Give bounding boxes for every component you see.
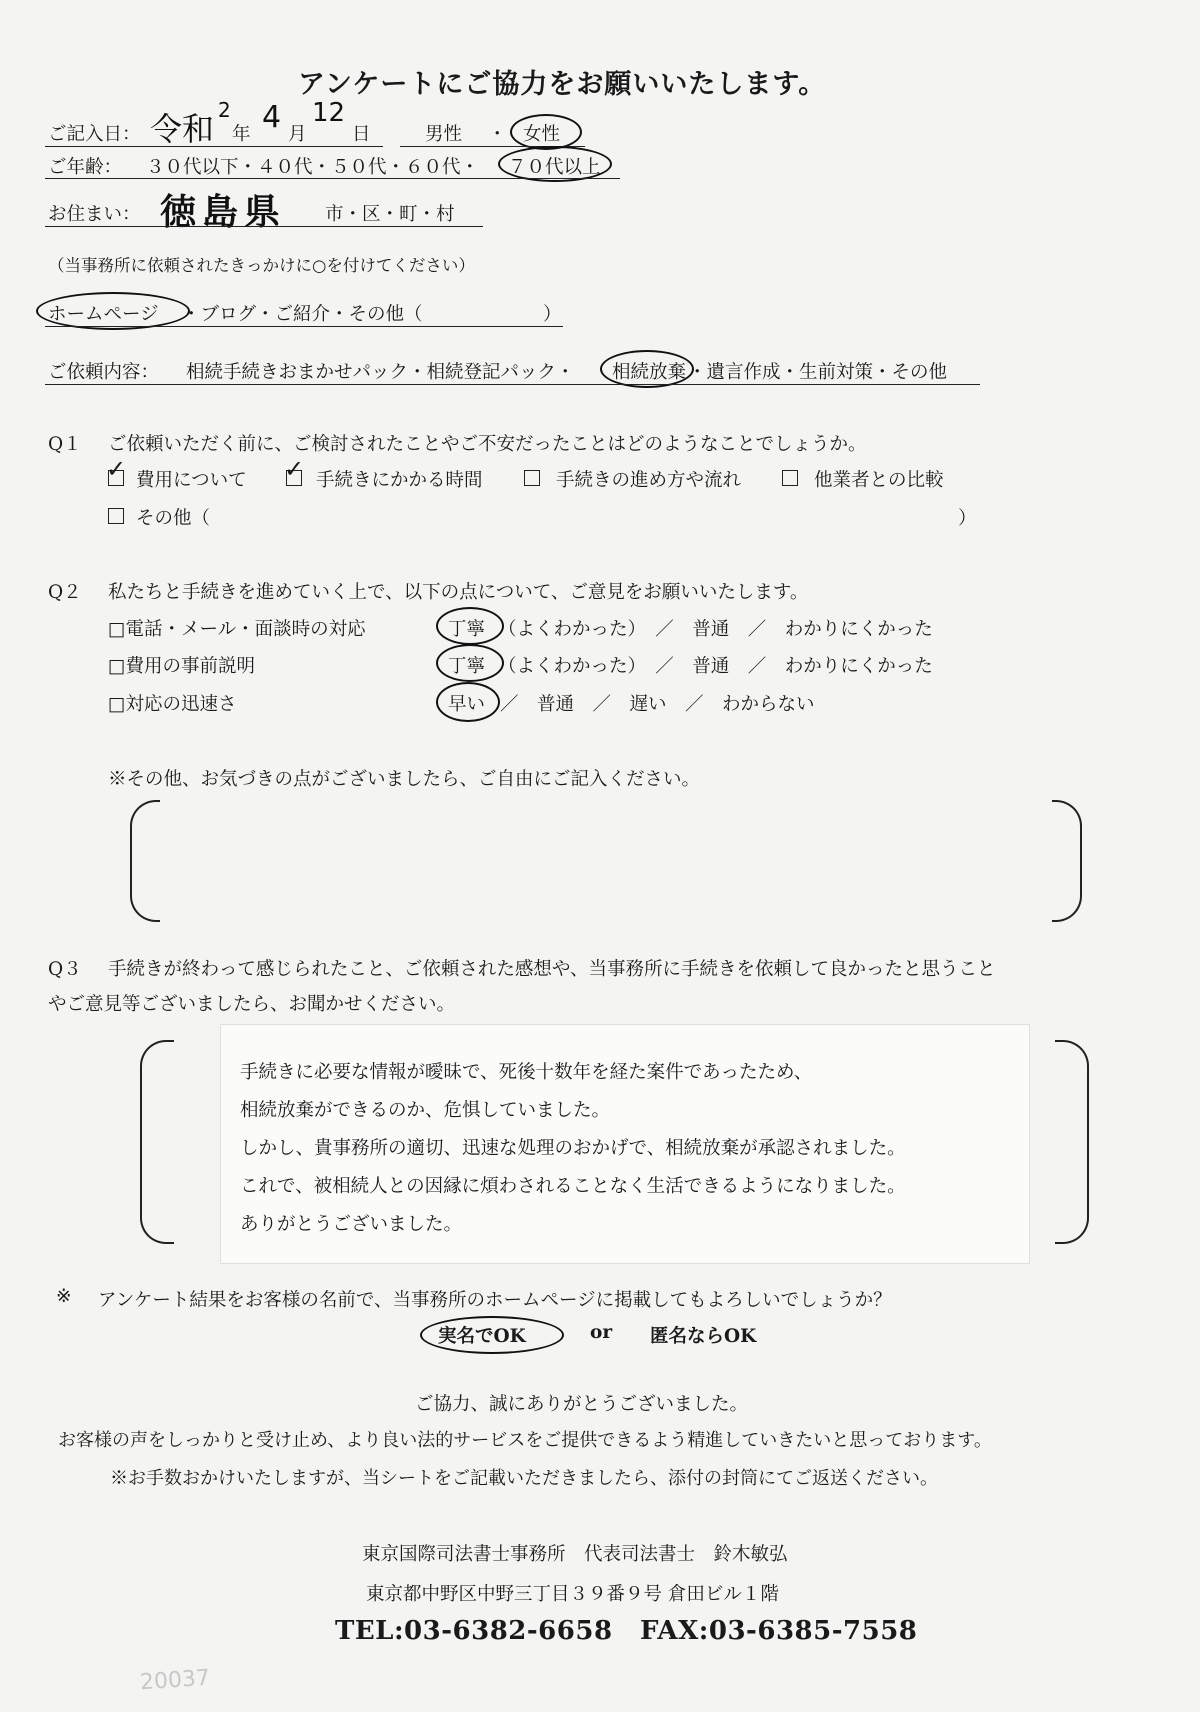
q3-answer-line: これで、被相続人との因縁に煩わされることなく生活できるようになりました。 [240,1176,906,1197]
q2-comment-bracket-left [130,800,160,922]
q2-row-contact-selected[interactable]: 丁寧 [448,619,486,640]
q1-other-close: ） [958,508,977,529]
publish-mark: ※ [56,1286,72,1307]
q1-question: ご依頼いただく前に、ご検討されたことやご不安だったことはどのようなことでしょうか。 [108,434,867,455]
q2-row-speed-circle [436,682,500,722]
request-before: 相続手続きおまかせパック・相続登記パック・ [186,362,575,383]
q1-checkbox-compare[interactable] [782,470,798,486]
age-selected-circle [498,146,612,182]
trigger-close: ） [543,304,562,325]
office-fax: FAX:03-6385-7558 [640,1616,918,1646]
q1-option-process: 手続きの進め方や流れ [556,470,742,491]
trigger-homepage[interactable]: ホームページ [48,304,159,325]
q2-row-speed-item: □対応の迅速さ [108,694,237,715]
publish-question: アンケート結果をお客様の名前で、当事務所のホームページに掲載してもよろしいでしょうか？ [98,1290,892,1311]
gender-male[interactable]: 男性 [425,124,463,145]
q3-question-line2: やご意見等ございましたら、お聞かせください。 [48,994,456,1015]
q3-answer-line: 手続きに必要な情報が曖昧で、死後十数年を経た案件であったため、 [240,1062,813,1083]
q2-row-cost-selected[interactable]: 丁寧 [448,656,486,677]
q2-row-speed-rest: ／ 普通 ／ 遅い ／ わからない [500,694,815,715]
age-selected[interactable]: ７０代以上 [508,157,601,178]
request-label: ご依頼内容： [48,362,160,383]
age-underline [45,178,620,179]
request-after: ・遺言作成・生前対策・その他 [688,362,948,383]
q1-checkbox-process[interactable] [524,470,540,486]
q2-note: ※その他、お気づきの点がございましたら、ご自由にご記入ください。 [108,769,701,790]
publish-selected-circle [420,1316,564,1354]
q3-answer-bracket-left [140,1040,174,1244]
date-label: ご記入日： [48,124,141,145]
closing-thanks: ご協力、誠にありがとうございました。 [415,1394,749,1415]
q2-row-contact-item: □電話・メール・面談時の対応 [108,619,366,640]
date-day-unit: 日 [352,124,371,145]
q1-option-cost: 費用について [136,470,247,491]
q1-label: Q１ [48,434,82,455]
q2-row-cost-item: □費用の事前説明 [108,656,255,677]
q3-answer-line: ありがとうございました。 [240,1214,463,1235]
residence-label: お住まい： [48,204,141,225]
publish-or: or [590,1322,613,1343]
gender-separator: ・ [488,124,507,145]
trigger-rest: ・ブログ・ご紹介・その他（ [182,304,423,325]
q3-question-line1: 手続きが終わって感じられたこと、ご依頼された感想や、当事務所に手続きを依頼して良かったと思うこと [108,959,996,980]
q1-option-compare: 他業者との比較 [814,470,944,491]
date-year: 2 [218,98,231,122]
request-underline [45,384,980,385]
q2-label: Q２ [48,582,82,603]
gender-female[interactable]: 女性 [523,124,561,145]
residence-underline [45,226,483,227]
gender-selected-circle [510,114,582,150]
date-month-unit: 月 [288,124,307,145]
date-era: 令和 [150,110,215,148]
q2-row-cost-rest: （よくわかった） ／ 普通 ／ わかりにくかった [498,656,933,677]
trigger-note: （当事務所に依頼されたきっかけに○を付けてください） [48,256,475,275]
q2-question: 私たちと手続きを進めていく上で、以下の点について、ご意見をお願いいたします。 [108,582,809,603]
publish-option-anonymous[interactable]: 匿名ならOK [650,1326,757,1347]
q3-answer-bracket-right [1055,1040,1089,1244]
q2-row-speed-selected[interactable]: 早い [448,694,486,715]
publish-option-realname[interactable]: 実名でOK [438,1326,526,1347]
trigger-selected-circle [36,292,190,330]
closing-message: お客様の声をしっかりと受け止め、より良い法的サービスをご提供できるよう精進していきたいと思っております。 [58,1430,992,1451]
q3-answer-line: 相続放棄ができるのか、危惧していました。 [240,1100,611,1121]
trigger-underline [45,326,563,327]
stamp-number: 20037 [139,1665,211,1696]
date-month: 4 [262,100,282,135]
q2-comment-bracket-right [1052,800,1082,922]
check-mark-icon: ✓ [106,455,127,483]
request-selected[interactable]: 相続放棄 [612,362,687,383]
age-options: ３０代以下・４０代・５０代・６０代・ [146,157,480,178]
office-name: 東京国際司法書士事務所 代表司法書士 鈴木敏弘 [362,1544,788,1565]
q3-answer-line: しかし、貴事務所の適切、迅速な処理のおかげで、相続放棄が承認されました。 [240,1138,906,1159]
q2-row-contact-rest: （よくわかった） ／ 普通 ／ わかりにくかった [498,619,933,640]
residence-value: 徳島県 [160,192,287,233]
office-address: 東京都中野区中野三丁目３９番９号 倉田ビル１階 [366,1584,779,1605]
q1-option-time: 手続きにかかる時間 [316,470,483,491]
age-label: ご年齢： [48,157,123,178]
q2-row-contact-circle [436,607,504,645]
office-tel: TEL:03-6382-6658 [335,1616,613,1646]
q1-checkbox-other[interactable] [108,508,124,524]
date-year-unit: 年 [232,124,251,145]
request-selected-circle [600,350,694,388]
date-day: 12 [312,98,346,128]
q2-row-cost-circle [436,644,504,682]
q1-option-other: その他（ [136,508,211,529]
residence-suffix: 市・区・町・村 [325,204,455,225]
closing-return-note: ※お手数おかけいたしますが、当シートをご記載いただきましたら、添付の封筒にてご返送ください。 [110,1468,938,1489]
check-mark-icon: ✓ [284,455,305,483]
page-title: アンケートにご協力をお願いいたします。 [298,69,827,100]
date-underline [45,146,383,147]
q3-label: Q３ [48,959,82,980]
